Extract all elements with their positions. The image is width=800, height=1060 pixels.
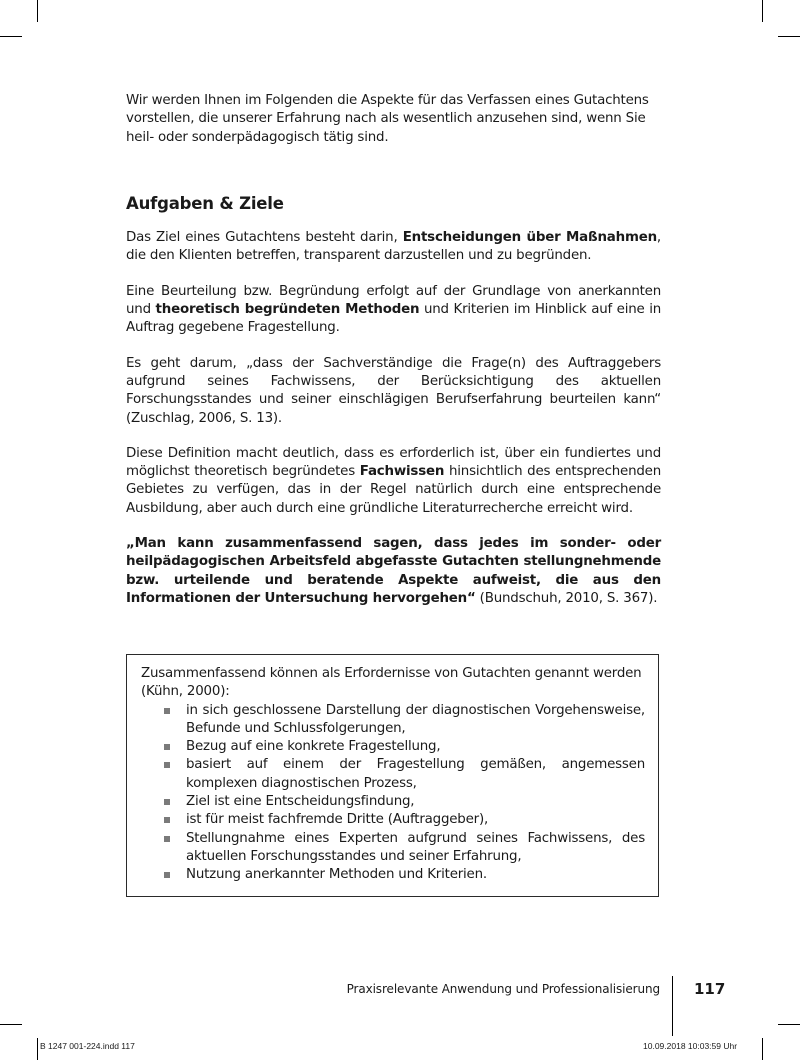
print-slug-timestamp: 10.09.2018 10:03:59 Uhr (643, 1041, 738, 1051)
paragraph-assessment (126, 283, 661, 338)
quote-text: „Man kann zusammenfassend sagen, dass jedes im sonder- oder heilpädagogischen Arbeitsfeld abgefasste Gutachten stellungnehmende bzw. urteilende und beratende Aspekte aufweist, die aus den Informationen der Untersuchung hervorgehen“ (126, 536, 661, 606)
summary-intro: Zusammenfassend können als Erfordernisse von Gutachten genannt werden (Kühn, 2000): (141, 666, 642, 700)
main-text (126, 92, 661, 608)
list-item-text: Nutzung anerkannter Methoden und Kriterien. (186, 867, 487, 883)
list-item-text: basiert auf einem der Fragestellung gemäßen, angemessen komplexen diagnostischen Prozess, (186, 757, 645, 791)
quote-bundschuh (126, 535, 661, 608)
list-item (186, 738, 645, 756)
square-bullet-icon (164, 744, 170, 750)
running-footer-title: Praxisrelevante Anwendung und Professionalisierung (346, 982, 660, 996)
text-span: Eine Beurteilung bzw. Begründung erfolgt auf der Grundlage von anerkannten und (126, 283, 661, 318)
text-span: hinsichtlich des entsprechenden Gebietes zu verfügen, das in der Regel natürlich durch eine entsprechende Ausbildung, aber auch durch eine gründliche Literaturrecherche erreicht wird. (126, 464, 661, 516)
text-span: und Kriterien im Hinblick auf eine in Auftrag gegebene Fragestellung. (126, 302, 661, 336)
print-slug-file: B 1247 001-224.indd 117 (40, 1041, 135, 1051)
requirements-list (141, 702, 645, 885)
quote-citation: (Bundschuh, 2010, S. 367). (475, 590, 658, 606)
crop-mark (37, 0, 38, 22)
list-item-text: Stellungnahme eines Experten aufgrund seines Fachwissens, des aktuellen Forschungsstandes und seiner Erfahrung, (186, 830, 645, 864)
summary-box (126, 654, 659, 897)
list-item-text: Ziel ist eine Entscheidungsfindung, (186, 794, 415, 810)
list-item-text: ist für meist fachfremde Dritte (Auftraggeber), (186, 812, 489, 828)
square-bullet-icon (164, 836, 170, 842)
text-span: Diese Definition macht deutlich, dass es erforderlich ist, über ein fundiertes und möglichst theoretisch begründetes (126, 445, 661, 480)
list-item (186, 793, 645, 811)
list-item (186, 702, 645, 739)
list-item (186, 866, 645, 884)
square-bullet-icon (164, 708, 170, 714)
list-item (186, 830, 645, 867)
square-bullet-icon (164, 762, 170, 768)
crop-mark (0, 1024, 22, 1025)
page-number: 117 (694, 980, 726, 998)
list-item-text: Bezug auf eine konkrete Fragestellung, (186, 739, 441, 755)
square-bullet-icon (164, 817, 170, 823)
footer-divider (672, 976, 673, 1036)
crop-mark (0, 36, 22, 37)
text-span: , die den Klienten betreffen, transparent darzustellen und zu begründen. (126, 230, 661, 264)
crop-mark (37, 1038, 38, 1060)
bold-term: theoretisch begründeten Methoden (155, 302, 420, 318)
text-span: Das Ziel eines Gutachtens besteht darin, (126, 230, 403, 246)
square-bullet-icon (164, 799, 170, 805)
intro-paragraph: Wir werden Ihnen im Folgenden die Aspekte für das Verfassen eines Gutachtens vorstellen, die unserer Erfahrung nach als wesentlich anzusehen sind, wenn Sie heil- oder sonderpädagogisch tätig sind. (126, 93, 649, 145)
crop-mark (778, 36, 800, 37)
section-heading: Aufgaben & Ziele (126, 193, 284, 213)
list-item-text: in sich geschlossene Darstellung der diagnostischen Vorgehensweise, Befunde und Schlussfolgerungen, (186, 702, 645, 736)
crop-mark (778, 1024, 800, 1025)
paragraph-definition (126, 445, 661, 518)
crop-mark (762, 1038, 763, 1060)
crop-mark (762, 0, 763, 22)
paragraph-citation-zuschlag: Es geht darum, „dass der Sachverständige die Frage(n) des Auftraggebers aufgrund seines Fachwissens, der Berücksichtigung des aktuellen Forschungsstandes und seiner einschlägigen Berufserfahrung beurteilen kann“ (Zuschlag, 2006, S. 13). (126, 355, 661, 426)
bold-term: Entscheidungen über Maßnahmen (402, 230, 657, 246)
list-item (186, 756, 645, 793)
square-bullet-icon (164, 872, 170, 878)
list-item (186, 811, 645, 829)
paragraph-goal (126, 229, 661, 266)
bold-term: Fachwissen (359, 464, 445, 480)
